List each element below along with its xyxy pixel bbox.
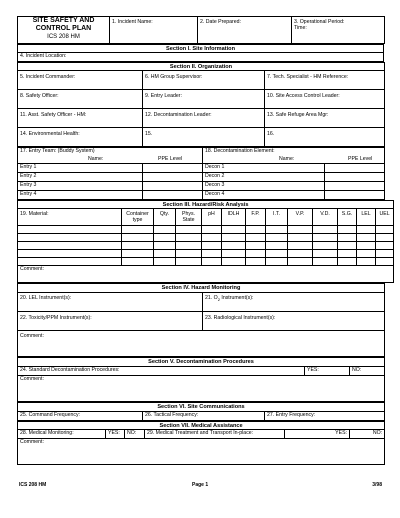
medical-treatment-yes[interactable]: YES: (285, 430, 350, 439)
hazard-cell[interactable] (18, 258, 122, 266)
it-header: I.T. (266, 209, 288, 226)
hazard-cell[interactable] (246, 226, 266, 234)
hazard-cell[interactable] (357, 258, 376, 266)
hazard-cell[interactable] (246, 234, 266, 242)
entry-3-ppe[interactable] (143, 182, 203, 191)
hazard-cell[interactable] (154, 234, 176, 242)
uel-header: UEL (376, 209, 394, 226)
sg-header: S.G. (338, 209, 357, 226)
decon-3-ppe[interactable] (325, 182, 385, 191)
hazard-row (18, 258, 394, 266)
ics-208-form (17, 16, 390, 465)
entry-frequency-field[interactable]: 27. Entry Frequency: (265, 412, 385, 421)
hazard-cell[interactable] (288, 234, 313, 242)
entry-1-name[interactable]: Entry 1 (18, 164, 143, 173)
tech-specialist-field[interactable]: 7. Tech. Specialist - HM Reference: (265, 71, 385, 90)
toxicity-instrument-field[interactable]: 22. Toxicity/PPM Instrument(s): (18, 312, 203, 331)
vp-header: V.P. (288, 209, 313, 226)
hazard-cell[interactable] (122, 226, 154, 234)
hazard-cell[interactable] (176, 242, 202, 250)
section-1-title: Section I. Site Information (18, 45, 384, 53)
hazard-cell[interactable] (266, 234, 288, 242)
hazard-cell[interactable] (202, 258, 222, 266)
section-7 (17, 421, 385, 465)
hazard-cell[interactable] (266, 258, 288, 266)
hazard-cell[interactable] (357, 250, 376, 258)
hazard-row (18, 250, 394, 258)
hazard-cell[interactable] (122, 234, 154, 242)
medical-comment-field[interactable]: Comment: (18, 439, 385, 465)
hazard-cell[interactable] (18, 234, 122, 242)
hazard-row (18, 234, 394, 242)
medical-monitoring-field: 28. Medical Monitoring: (18, 430, 106, 439)
hazard-cell[interactable] (202, 234, 222, 242)
hazard-cell[interactable] (338, 234, 357, 242)
incident-name-field[interactable]: 1. Incident Name: (110, 17, 198, 44)
hazard-cell[interactable] (313, 234, 338, 242)
entry-4-name[interactable]: Entry 4 (18, 191, 143, 200)
section-7-title: Section VII. Medical Assistance (18, 422, 385, 430)
hazard-rows (18, 226, 394, 266)
hazard-cell[interactable] (246, 242, 266, 250)
hazard-cell[interactable] (176, 250, 202, 258)
hazard-cell[interactable] (288, 226, 313, 234)
section-4-title: Section IV. Hazard Monitoring (18, 284, 385, 293)
section-5 (17, 357, 385, 402)
hazard-cell[interactable] (202, 250, 222, 258)
asst-safety-officer-field[interactable]: 11. Asst. Safety Officer - HM: (18, 109, 143, 128)
command-frequency-field[interactable]: 25. Command Frequency: (18, 412, 143, 421)
hazard-cell[interactable] (202, 226, 222, 234)
field-16[interactable]: 16. (265, 128, 385, 147)
lel-instrument-field[interactable]: 20. LEL Instrument(s): (18, 293, 203, 312)
footer-page-number: Page 1 (192, 482, 209, 488)
incident-commander-field[interactable]: 5. Incident Commander: (18, 71, 143, 90)
hazard-cell[interactable] (313, 242, 338, 250)
hazard-cell[interactable] (376, 250, 394, 258)
hazard-cell[interactable] (176, 258, 202, 266)
medical-treatment-no[interactable]: NO: (350, 430, 385, 439)
incident-location-field[interactable]: 4. Incident Location: (18, 53, 384, 62)
container-type-header: Container type (122, 209, 154, 226)
hazard-cell[interactable] (266, 226, 288, 234)
hazard-cell[interactable] (222, 242, 246, 250)
hazard-cell[interactable] (222, 258, 246, 266)
section-1 (17, 44, 384, 62)
hazard-cell[interactable] (376, 226, 394, 234)
section-5-title: Section V. Decontamination Procedures (18, 358, 385, 367)
decon-no-checkbox[interactable]: NO: (350, 367, 385, 376)
fp-header: F.P. (246, 209, 266, 226)
decon-leader-field[interactable]: 12. Decontamination Leader: (143, 109, 265, 128)
decon-comment-field[interactable]: Comment: (18, 376, 385, 402)
hazard-cell[interactable] (154, 242, 176, 250)
decon-4-name[interactable]: Decon 4 (203, 191, 325, 200)
operational-period-field[interactable]: 3. Operational Period: Time: (292, 17, 385, 44)
section-4 (17, 283, 385, 357)
section-2-title: Section II. Organization (18, 63, 385, 71)
hazard-cell[interactable] (154, 258, 176, 266)
o2-instrument-field[interactable]: 21. $O_2$ Instrument(s): (203, 293, 385, 312)
idlh-header: IDLH (222, 209, 246, 226)
hazard-cell[interactable] (122, 242, 154, 250)
lel-header: LEL (357, 209, 376, 226)
hazard-cell[interactable] (288, 250, 313, 258)
medical-treatment-field: 29. Medical Treatment and Transport In-place: (145, 430, 285, 439)
hazard-cell[interactable] (266, 242, 288, 250)
safe-refuge-mgr-field[interactable]: 13. Safe Refuge Area Mgr: (265, 109, 385, 128)
tactical-frequency-field[interactable]: 26. Tactical Frequency: (143, 412, 265, 421)
hazard-cell[interactable] (338, 226, 357, 234)
vd-header: V.D. (313, 209, 338, 226)
entry-2-ppe[interactable] (143, 173, 203, 182)
hazard-cell[interactable] (122, 250, 154, 258)
entry-4-ppe[interactable] (143, 191, 203, 200)
hazard-cell[interactable] (376, 234, 394, 242)
hazard-cell[interactable] (154, 250, 176, 258)
hazard-cell[interactable] (222, 234, 246, 242)
decon-4-ppe[interactable] (325, 191, 385, 200)
section-6 (17, 402, 385, 421)
hazard-cell[interactable] (313, 226, 338, 234)
hazard-cell[interactable] (18, 226, 122, 234)
radiological-instrument-field[interactable]: 23. Radiological Instrument(s): (203, 312, 385, 331)
hazard-comment-field[interactable]: Comment: (18, 266, 394, 283)
hazard-cell[interactable] (313, 258, 338, 266)
header-table (17, 16, 385, 44)
hazard-cell[interactable] (357, 226, 376, 234)
hazard-cell[interactable] (313, 250, 338, 258)
safety-officer-field[interactable]: 8. Safety Officer: (18, 90, 143, 109)
hazard-cell[interactable] (288, 258, 313, 266)
medical-monitoring-yes[interactable]: YES: (106, 430, 125, 439)
phys-state-header: Phys. State (176, 209, 202, 226)
qty-header: Qty. (154, 209, 176, 226)
hazard-cell[interactable] (222, 250, 246, 258)
hazard-cell[interactable] (357, 242, 376, 250)
entry-1-ppe[interactable] (143, 164, 203, 173)
hazard-cell[interactable] (246, 258, 266, 266)
footer-revision-date: 3/98 (372, 482, 382, 488)
hazard-cell[interactable] (338, 250, 357, 258)
hazard-cell[interactable] (176, 226, 202, 234)
form-title: SITE SAFETY AND CONTROL PLAN ICS 208 HM (18, 17, 110, 44)
date-prepared-field[interactable]: 2. Date Prepared: (198, 17, 292, 44)
field-15[interactable]: 15. (143, 128, 265, 147)
decon-2-ppe[interactable] (325, 173, 385, 182)
environmental-health-field[interactable]: 14. Environmental Health: (18, 128, 143, 147)
decon-2-name[interactable]: Decon 2 (203, 173, 325, 182)
hazard-cell[interactable] (154, 226, 176, 234)
hazard-cell[interactable] (376, 242, 394, 250)
hazard-row (18, 226, 394, 234)
entry-team-header: 17. Entry Team: (Buddy System) Name: PPE Level (18, 148, 203, 164)
decon-1-name[interactable]: Decon 1 (203, 164, 325, 173)
footer-form-code: ICS 208 HM (19, 482, 47, 488)
hazard-cell[interactable] (338, 242, 357, 250)
standard-decon-field: 24. Standard Decontamination Procedures: (18, 367, 305, 376)
site-access-leader-field[interactable]: 10. Site Access Control Leader: (265, 90, 385, 109)
entry-decon-table (17, 147, 385, 200)
hazard-cell[interactable] (18, 242, 122, 250)
hm-group-supervisor-field[interactable]: 6. HM Group Supervisor: (143, 71, 265, 90)
hazard-cell[interactable] (122, 258, 154, 266)
ph-header: pH (202, 209, 222, 226)
monitoring-comment-field[interactable]: Comment: (18, 331, 385, 357)
hazard-cell[interactable] (266, 250, 288, 258)
decon-element-header: 18. Decontamination Element: Name: PPE Level (203, 148, 385, 164)
hazard-cell[interactable] (376, 258, 394, 266)
entry-3-name[interactable]: Entry 3 (18, 182, 143, 191)
decon-3-name[interactable]: Decon 3 (203, 182, 325, 191)
section-3-title: Section III. Hazard/Risk Analysis (18, 201, 394, 209)
hazard-cell[interactable] (202, 242, 222, 250)
entry-2-name[interactable]: Entry 2 (18, 173, 143, 182)
hazard-cell[interactable] (246, 250, 266, 258)
section-6-title: Section VI. Site Communications (18, 403, 385, 412)
hazard-cell[interactable] (288, 242, 313, 250)
hazard-row (18, 242, 394, 250)
decon-1-ppe[interactable] (325, 164, 385, 173)
section-3 (17, 200, 394, 283)
hazard-cell[interactable] (222, 226, 246, 234)
hazard-cell[interactable] (357, 234, 376, 242)
entry-leader-field[interactable]: 9. Entry Leader: (143, 90, 265, 109)
hazard-cell[interactable] (176, 234, 202, 242)
hazard-cell[interactable] (18, 250, 122, 258)
decon-yes-checkbox[interactable]: YES: (305, 367, 350, 376)
medical-monitoring-no[interactable]: NO: (125, 430, 145, 439)
material-header: 19. Material: (18, 209, 122, 226)
hazard-cell[interactable] (338, 258, 357, 266)
section-2 (17, 62, 385, 147)
